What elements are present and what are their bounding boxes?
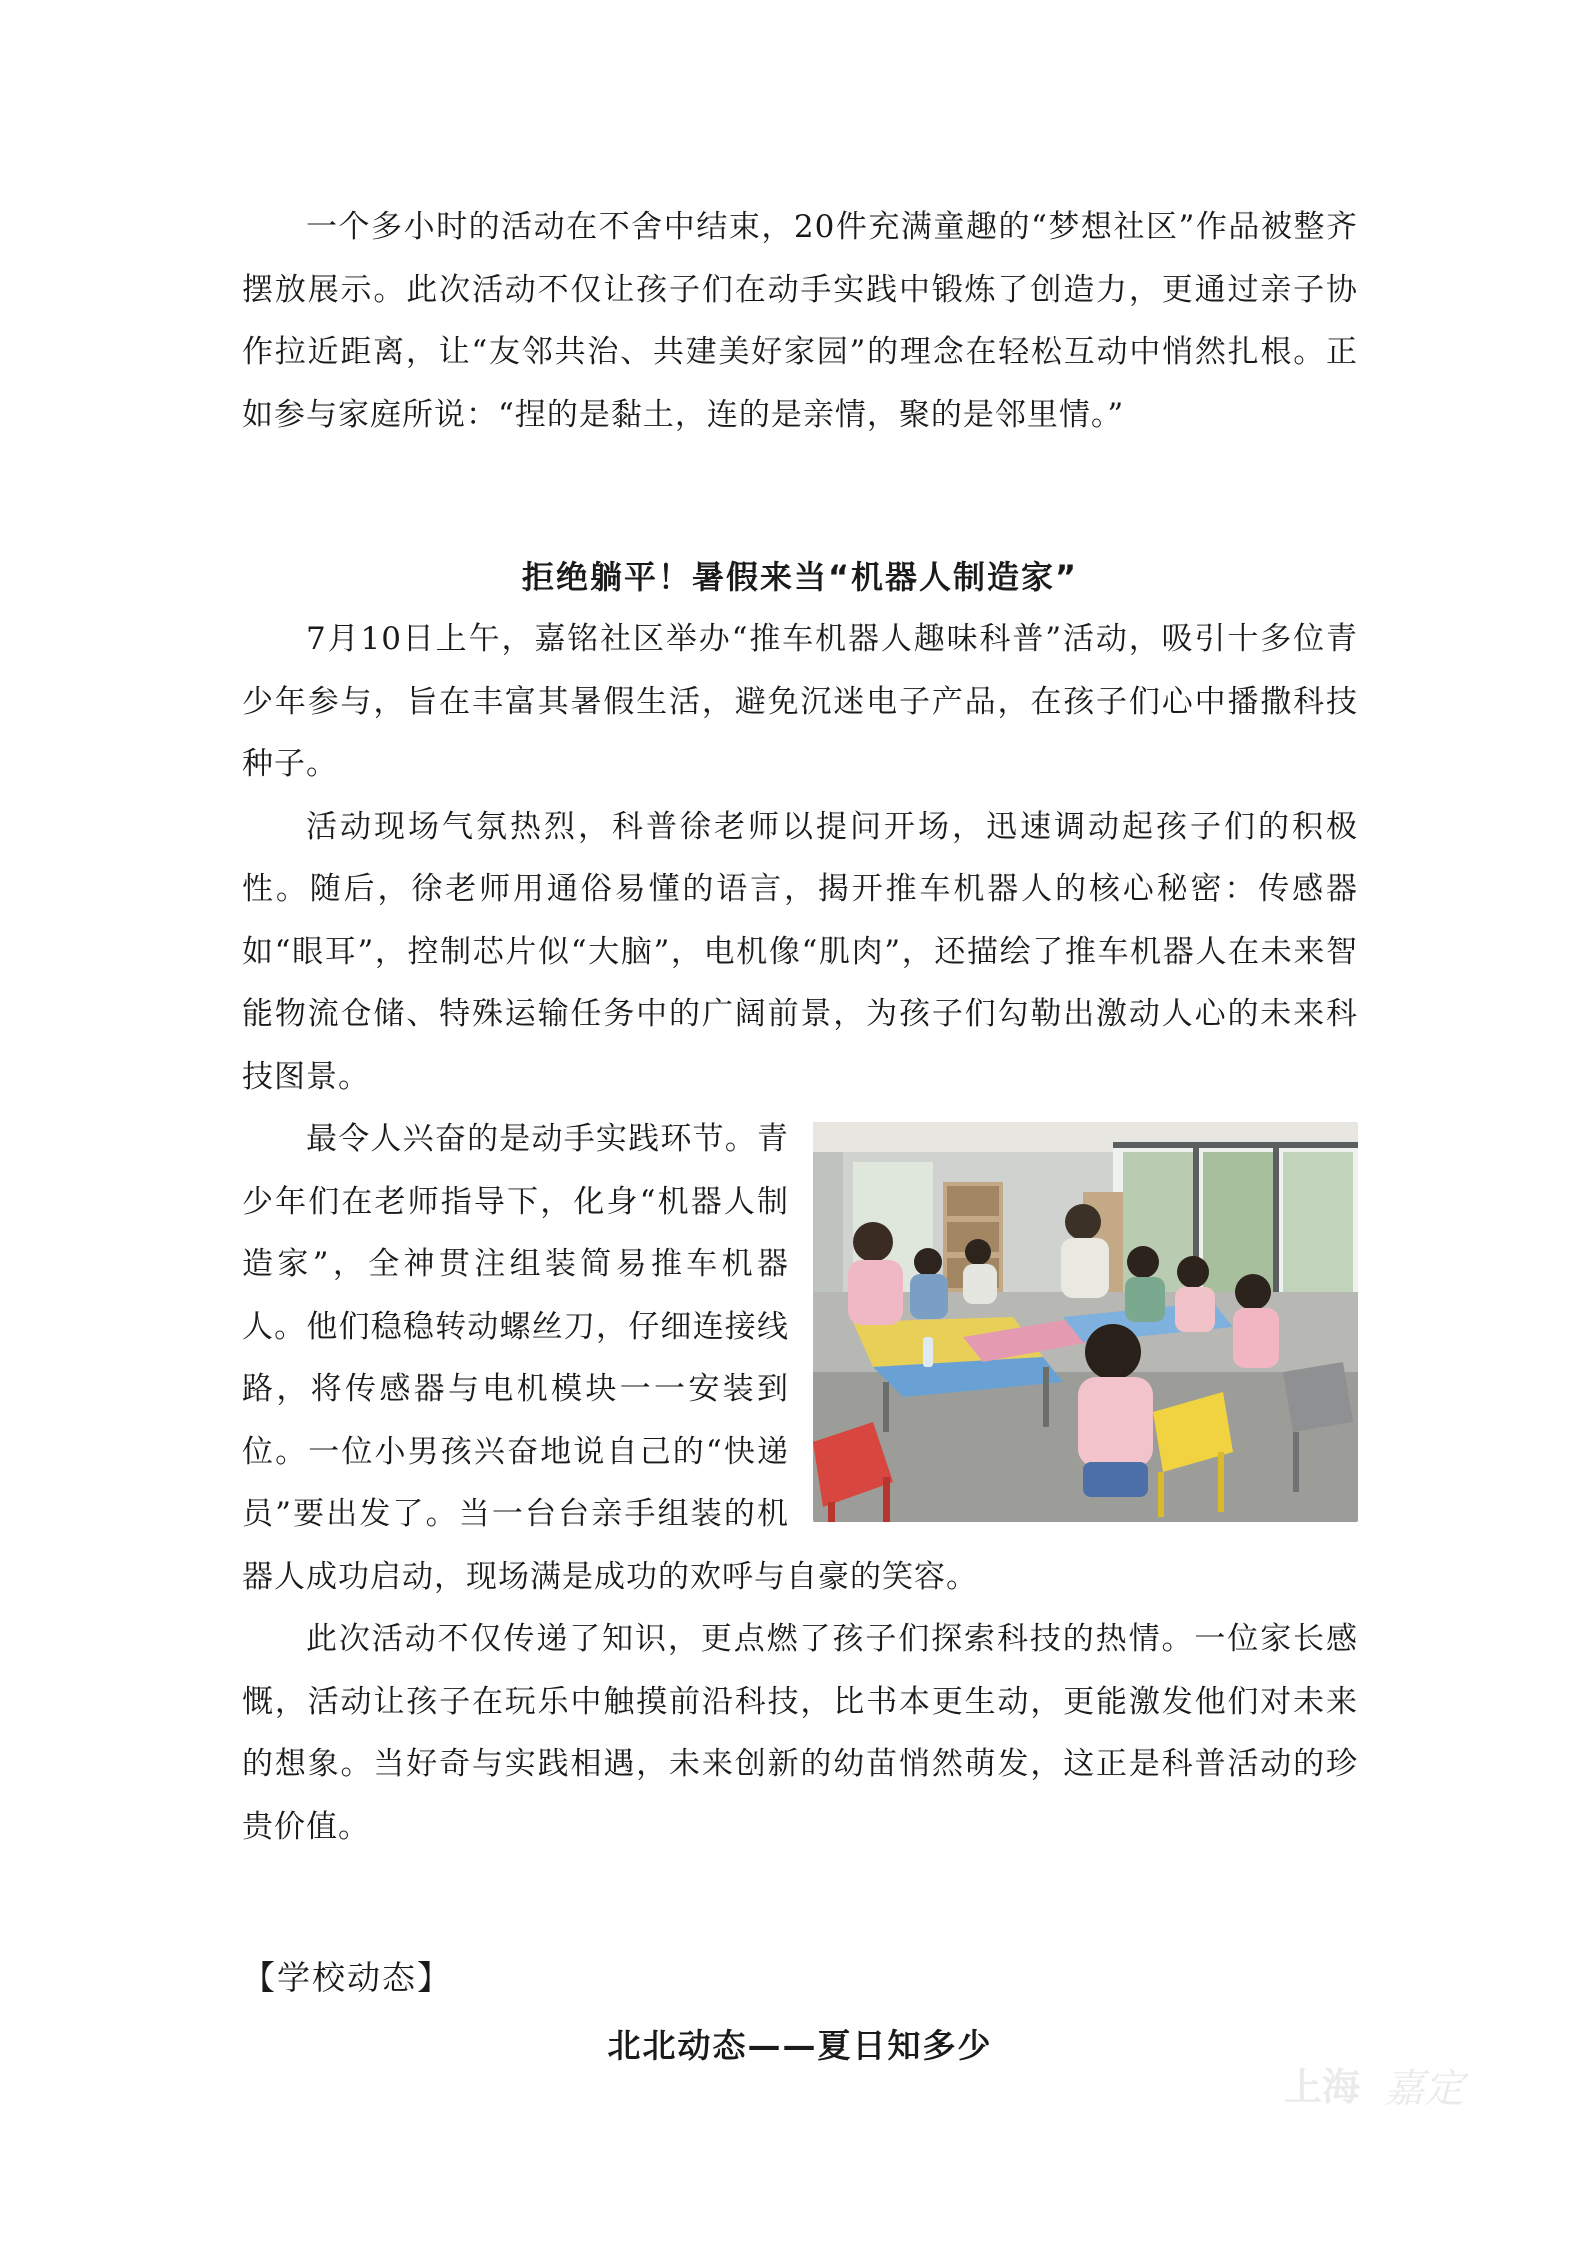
school-section-subtitle: 北北动态——夏日知多少 <box>607 2026 993 2065</box>
spacer <box>242 1858 1358 1948</box>
document-page <box>242 196 1358 2076</box>
robot-paragraph-3: 最令人兴奋的是动手实践环节。青少年们在老师指导下，化身“机器人制造家”，全神贯注组装简易推车机器人。他们稳稳转动螺丝刀，仔细连接线路，将传感器与电机模块一一安装到位。一位小男孩兴奋地说自己的“快递员”要出发了。当一台台亲手组装的机器人成功启动，现场满是成功的欢呼与自豪的笑容。 <box>242 1121 978 1595</box>
robot-section-title: 拒绝躺平！暑假来当“机器人制造家” <box>521 558 1079 596</box>
activity-photo <box>813 1122 1358 1522</box>
column-label: 【学校动态】 <box>242 1958 452 1997</box>
spacer <box>242 446 1358 546</box>
robot-paragraph-1: 7月10日上午，嘉铭社区举办“推车机器人趣味科普”活动，吸引十多位青少年参与，旨在丰富其暑假生活，避免沉迷电子产品，在孩子们心中播撒科技种子。 <box>242 621 1358 782</box>
robot-paragraph-2: 活动现场气氛热烈，科普徐老师以提问开场，迅速调动起孩子们的积极性。随后，徐老师用通俗易懂的语言，揭开推车机器人的核心秘密：传感器如“眼耳”，控制芯片似“大脑”，电机像“肌肉”，还描绘了推车机器人在未来智能物流仓储、特殊运输任务中的广阔前景，为孩子们勾勒出激动人心的未来科技图景。 <box>242 808 1358 1095</box>
svg-text:上海: 上海 <box>1284 2065 1361 2109</box>
intro-paragraph: 一个多小时的活动在不舍中结束，20件充满童趣的“梦想社区”作品被整齐摆放展示。此次活动不仅让孩子们在动手实践中锻炼了创造力，更通过亲子协作拉近距离，让“友邻共治、共建美好家园”的理念在轻松互动中悄然扎根。正如参与家庭所说：“捏的是黏土，连的是亲情，聚的是邻里情。” <box>242 209 1358 433</box>
robot-paragraph-4: 此次活动不仅传递了知识，更点燃了孩子们探索科技的热情。一位家长感慨，活动让孩子在玩乐中触摸前沿科技，比书本更生动，更能激发他们对未来的想象。当好奇与实践相遇，未来创新的幼苗悄然萌发，这正是科普活动的珍贵价值。 <box>242 1621 1358 1845</box>
shanghai-jiading-watermark-logo <box>1284 2058 1484 2114</box>
svg-text:嘉定: 嘉定 <box>1384 2066 1464 2112</box>
